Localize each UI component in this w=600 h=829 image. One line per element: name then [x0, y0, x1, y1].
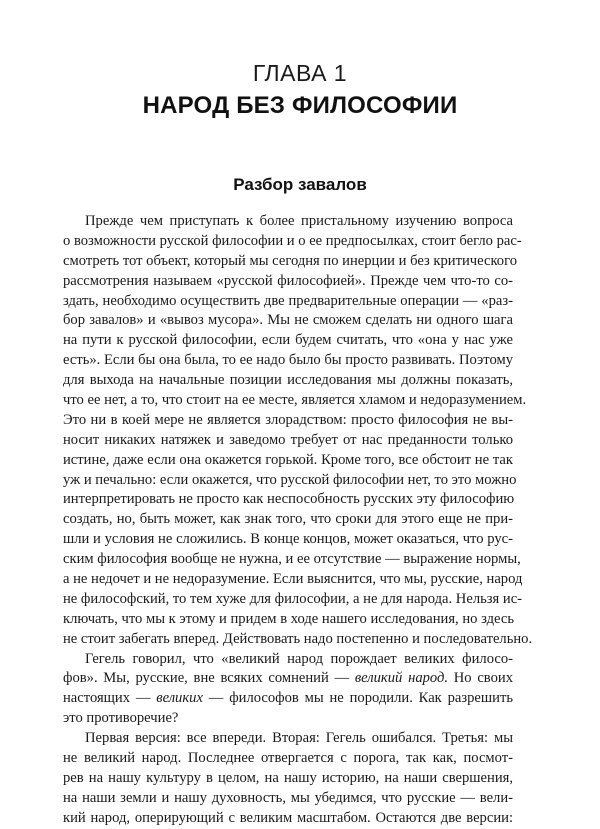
emphasis-text: великих: [156, 690, 203, 707]
text-line: [63, 610, 513, 630]
text-segment: рев на нашу культуру в целом, на нашу историю, на наши свершения,: [63, 769, 513, 786]
text-segment: шли и условия не сложились. В конце концов, может оказаться, что рус-: [63, 531, 513, 548]
text-segment: рассмотрения называем «русской философией». Прежде чем что-то со-: [63, 272, 513, 289]
text-line: [63, 530, 513, 550]
text-segment: бор завалов» и «вывоз мусора». Мы не сможем сделать ни одного шага: [63, 312, 513, 329]
text-segment: ским философия вообще не нужна, и ее отсутствие — выражение нормы,: [63, 551, 521, 568]
text-line: [63, 331, 513, 351]
text-segment: что ее нет, а то, что стоит на ее месте, является хламом и недоразумением.: [63, 392, 527, 409]
chapter-label: ГЛАВА 1: [252, 60, 348, 86]
text-line: [63, 709, 513, 729]
text-line: [63, 590, 523, 610]
text-segment: создать, но, быть может, как знак того, что сроки для этого еще не при-: [63, 511, 513, 528]
text-segment: о возможности русской философии и о ее предпосылках, стоит бегло рас-: [63, 232, 522, 249]
text-segment: не философский, то тем хуже для философии, а не для народа. Нельзя ис-: [63, 590, 523, 607]
paragraph-first-line: [63, 729, 513, 749]
section-title: Разбор завалов: [233, 175, 367, 194]
text-segment: ключать, что мы к этому и придем в ходе нашего исследования, но здесь: [63, 610, 514, 627]
text-segment: фов». Мы, русские, вне всяких сомнений —: [63, 670, 355, 687]
text-line: [63, 550, 521, 570]
text-segment: для выхода на начальные позиции исследования мы должны показать,: [63, 372, 513, 389]
chapter-title: НАРОД БЕЗ ФИЛОСОФИИ: [142, 92, 458, 119]
text-segment: — философов мы не породили. Как разрешить: [202, 690, 513, 707]
body-text: [63, 212, 533, 829]
text-segment: смотреть тот объект, который мы сегодня по инерции и без критического: [63, 252, 518, 269]
text-segment: не стоит забегать вперед. Действовать надо постепенно и последовательно.: [63, 630, 533, 647]
text-segment: уж и печально: если окажется, что русской философии нет, то это можно: [63, 471, 517, 488]
text-segment: Но своих: [448, 670, 513, 687]
text-segment: Первая версия: все впереди. Вторая: Гегель ошибался. Третья: мы: [85, 730, 513, 747]
text-segment: а не недочет и не недоразумение. Если выяснится, что мы, русские, народ: [63, 571, 523, 588]
text-segment: не великий народ. Последнее отвергается с порога, так как, посмот-: [63, 750, 513, 767]
text-line: [63, 630, 533, 650]
text-line: [63, 570, 523, 590]
text-line: [63, 490, 513, 510]
text-segment: Гегель говорил, что «великий народ порождает великих филосо-: [85, 650, 513, 667]
text-segment: интерпретировать не просто как неспособность русских эту философию: [63, 491, 515, 508]
text-line: [63, 669, 513, 689]
text-segment: на пути к русской философии, если будем считать, что «она у нас уже: [63, 332, 513, 349]
text-line: [63, 789, 513, 809]
text-line: [63, 809, 513, 829]
text-segment: Прежде чем приступать к более пристальному изучению вопроса: [85, 213, 513, 229]
text-segment: кий народ, оперирующий с великим масштабом. Остаются две версии:: [63, 809, 513, 826]
paragraph-first-line: [63, 650, 513, 670]
text-line: [63, 252, 518, 272]
text-line: [63, 749, 513, 769]
text-line: [63, 411, 513, 431]
text-line: [63, 371, 513, 391]
text-line: [63, 689, 513, 709]
text-line: [63, 471, 517, 491]
paragraph-first-line: [63, 212, 513, 232]
text-segment: истине, даже если она окажется горькой. Кроме того, все обстоит не так: [63, 451, 513, 468]
text-segment: Это ни в коей мере не является злорадством: просто философия не вы-: [63, 411, 513, 428]
text-line: [63, 769, 513, 789]
text-line: [63, 451, 513, 471]
text-line: [63, 431, 513, 451]
text-segment: это противоречие?: [63, 710, 179, 727]
text-line: [63, 311, 513, 331]
text-line: [63, 391, 527, 411]
text-line: [63, 510, 513, 530]
text-line: [63, 351, 513, 371]
text-segment: есть». Если бы она была, то ее надо было бы просто развивать. Поэтому: [63, 352, 513, 369]
text-segment: носит никаких натяжек и заведомо требует от нас преданности только: [63, 431, 513, 448]
text-segment: здать, необходимо осуществить две предварительные операции — «раз-: [63, 292, 513, 309]
text-line: [63, 272, 513, 292]
text-line: [63, 292, 513, 312]
text-segment: на наши земли и нашу духовность, мы убедимся, что русские — вели-: [63, 789, 513, 806]
emphasis-text: великий народ.: [354, 670, 449, 687]
text-line: [63, 232, 522, 252]
text-segment: настоящих —: [63, 690, 157, 707]
